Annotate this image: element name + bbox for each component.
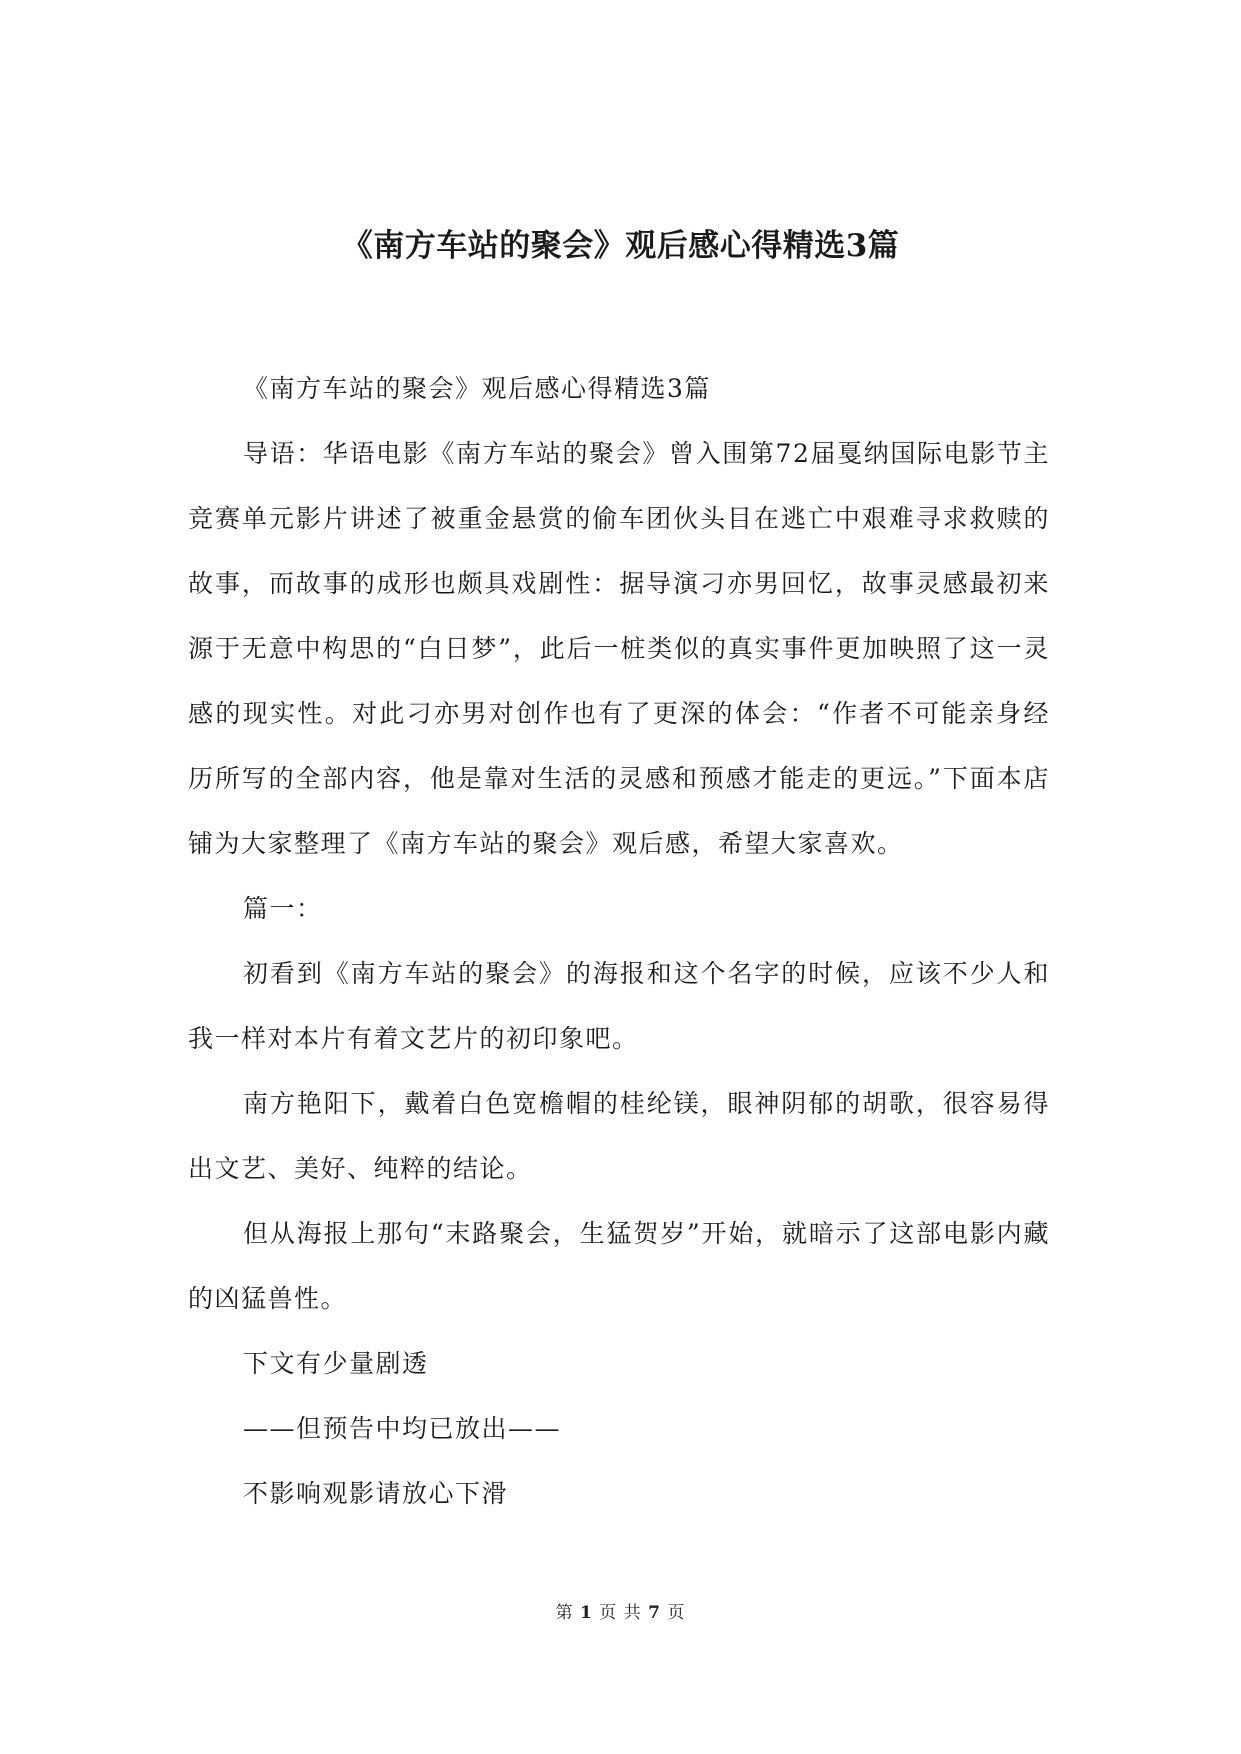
paragraph: 但从海报上那句“末路聚会，生猛贺岁”开始，就暗示了这部电影内藏的凶猛兽性。 [188,1219,1050,1313]
document-body [188,356,1050,1526]
paragraph: 南方艳阳下，戴着白色宽檐帽的桂纶镁，眼神阴郁的胡歌，很容易得出文艺、美好、纯粹的结论。 [188,1089,1050,1183]
current-page-number: 1 [580,1603,593,1623]
page-footer [0,1598,1241,1623]
footer-middle: 页 共 [599,1603,642,1623]
paragraph-spoiler-note: 不影响观影请放心下滑 [243,1479,509,1508]
footer-suffix: 页 [667,1603,686,1623]
paragraph-spoiler-note: ——但预告中均已放出—— [243,1414,562,1443]
paragraph-subtitle: 《南方车站的聚会》观后感心得精选3篇 [243,374,711,403]
document-title: 《南方车站的聚会》观后感心得精选3篇 [341,228,900,264]
footer-prefix: 第 [555,1603,574,1623]
paragraph-intro: 导语：华语电影《南方车站的聚会》曾入围第72届戛纳国际电影节主竞赛单元影片讲述了被重金悬赏的偷车团伙头目在逃亡中艰难寻求救赎的故事，而故事的成形也颇具戏剧性：据导演刁亦男回忆，故事灵感最初来源于无意中构思的“白日梦”，此后一桩类似的真实事件更加映照了这一灵感的现实性。对此刁亦男对创作也有了更深的体会：“作者不可能亲身经历所写的全部内容，他是靠对生活的灵感和预感才能走的更远。”下面本店铺为大家整理了《南方车站的聚会》观后感，希望大家喜欢。 [188,439,1050,858]
paragraph-spoiler-note: 下文有少量剧透 [243,1349,429,1378]
total-pages-number: 7 [648,1603,661,1623]
paragraph-section-heading: 篇一： [243,894,323,923]
paragraph: 初看到《南方车站的聚会》的海报和这个名字的时候，应该不少人和我一样对本片有着文艺片的初印象吧。 [188,959,1050,1053]
